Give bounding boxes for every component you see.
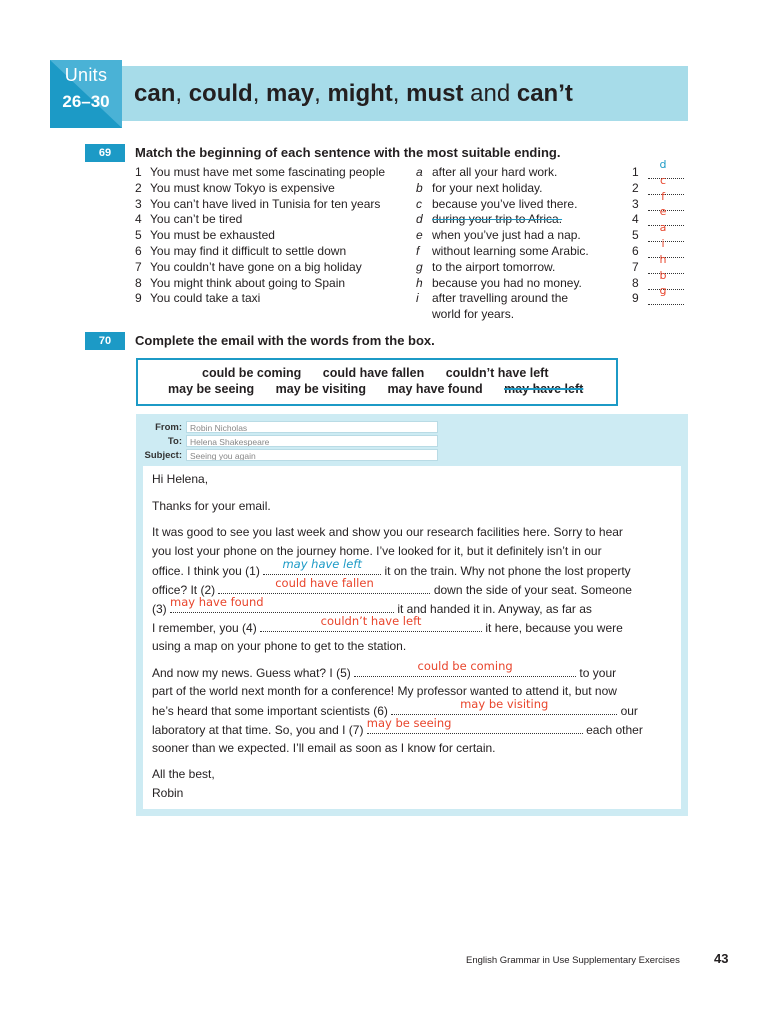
sentence-ending: without learning some Arabic. bbox=[432, 244, 589, 258]
sentence-number: 9 bbox=[135, 291, 142, 306]
blank-4[interactable] bbox=[260, 614, 482, 632]
exercise-69-instruction: Match the beginning of each sentence with the most suitable ending. bbox=[135, 145, 561, 160]
blank-2[interactable] bbox=[218, 576, 430, 594]
sentence-number: 5 bbox=[135, 228, 142, 243]
exercise-70-number: 70 bbox=[85, 332, 125, 350]
title-word: , bbox=[314, 80, 328, 107]
sentence-number: 3 bbox=[135, 196, 142, 211]
sentence-beginning: You might think about going to Spain bbox=[150, 275, 346, 290]
sentence-ending: for your next holiday. bbox=[432, 180, 543, 195]
ending-letter: b bbox=[416, 180, 423, 195]
units-range: 26–30 bbox=[62, 92, 110, 111]
email-line: sooner than we expected. I’ll email as soon as I know for certain. bbox=[152, 741, 496, 755]
answer-number: 9 bbox=[632, 291, 639, 306]
ending-letter: a bbox=[416, 165, 423, 179]
word-box-item: may be visiting bbox=[275, 382, 366, 396]
sentence-number: 4 bbox=[135, 212, 142, 227]
answer-letter: i bbox=[661, 237, 665, 250]
email-to-field[interactable]: Helena Shakespeare bbox=[186, 435, 438, 447]
answer-number: 8 bbox=[632, 275, 639, 290]
sentence-number: 1 bbox=[135, 165, 142, 179]
email-thanks: Thanks for your email. bbox=[152, 499, 271, 513]
email-signature: Robin bbox=[152, 786, 184, 800]
title-word: and bbox=[463, 80, 517, 107]
sentence-ending-struck: during your trip to Africa. bbox=[432, 212, 563, 227]
sentence-beginning: You must know Tokyo is expensive bbox=[150, 180, 335, 195]
word-box bbox=[136, 358, 618, 406]
answer-number: 5 bbox=[632, 228, 639, 243]
sentence-beginning: You must be exhausted bbox=[150, 228, 275, 243]
ending-letter: f bbox=[416, 244, 420, 258]
answer-6: may be visiting bbox=[460, 697, 549, 711]
answer-letter: h bbox=[659, 252, 667, 266]
ending-letter: g bbox=[416, 259, 423, 274]
exercise-69-number: 69 bbox=[85, 144, 125, 162]
answer-blank[interactable] bbox=[648, 284, 684, 305]
email-signoff: All the best, bbox=[152, 767, 215, 781]
answer-letter: g bbox=[659, 284, 667, 298]
title-word: , bbox=[175, 80, 189, 107]
ending-letter: c bbox=[416, 196, 422, 211]
answer-number: 1 bbox=[632, 165, 639, 179]
answer-number: 3 bbox=[632, 196, 639, 211]
word-box-item: may have found bbox=[387, 382, 483, 396]
answer-5: could be coming bbox=[417, 659, 513, 673]
email-subject-field[interactable]: Seeing you again bbox=[186, 449, 438, 461]
word-box-item-struck: may have left bbox=[504, 382, 584, 396]
email-line: he’s heard that some important scientists (6) may be visiting our bbox=[152, 697, 638, 718]
word-box-item: could have fallen bbox=[322, 366, 425, 380]
sentence-number: 8 bbox=[135, 275, 142, 290]
title-word: can bbox=[134, 80, 176, 107]
sentence-ending: after travelling around the bbox=[432, 291, 569, 306]
sentence-beginning: You must have met some fascinating people bbox=[150, 165, 386, 179]
answer-number: 4 bbox=[632, 212, 639, 227]
blank-1[interactable] bbox=[263, 557, 381, 575]
blank-6[interactable] bbox=[391, 697, 617, 715]
email-line: And now my news. Guess what? I (5) could be coming to your bbox=[152, 659, 617, 680]
answer-number: 2 bbox=[632, 180, 639, 195]
book-title: English Grammar in Use Supplementary Exercises bbox=[466, 955, 680, 966]
sentence-ending: after all your hard work. bbox=[432, 165, 558, 179]
answer-letter: c bbox=[659, 173, 667, 187]
units-badge bbox=[50, 60, 122, 128]
email-from-field[interactable]: Robin Nicholas bbox=[186, 421, 438, 433]
word-box-row-1 bbox=[202, 366, 549, 380]
units-label: Units bbox=[64, 65, 108, 85]
answer-number: 6 bbox=[632, 244, 639, 258]
title-word: must bbox=[406, 80, 464, 107]
sentence-number: 6 bbox=[135, 244, 142, 258]
title-word: , bbox=[392, 80, 407, 107]
match-row bbox=[0, 284, 768, 306]
title-word: might bbox=[327, 80, 393, 107]
title-word: could bbox=[188, 80, 253, 107]
ending-letter: d bbox=[416, 212, 423, 227]
answer-7: may be seeing bbox=[366, 716, 452, 730]
sentence-ending-continuation: world for years. bbox=[432, 307, 515, 322]
blank-3[interactable] bbox=[170, 595, 394, 613]
ending-letter: i bbox=[416, 291, 419, 306]
email-line: I remember, you (4) couldn’t have left it here, because you were bbox=[152, 614, 623, 635]
sentence-ending: because you’ve lived there. bbox=[432, 196, 578, 211]
word-box-item: may be seeing bbox=[168, 382, 255, 396]
email-subject-label: Subject: bbox=[144, 450, 182, 461]
email-line: office. I think you (1) may have left it on the train. Why not phone the lost property bbox=[152, 557, 631, 578]
title-word: , bbox=[252, 80, 267, 107]
sentence-beginning: You can’t have lived in Tunisia for ten years bbox=[150, 196, 381, 211]
title-word: can’t bbox=[516, 80, 573, 107]
sentence-beginning: You may find it difficult to settle down bbox=[150, 244, 347, 258]
word-box-item: couldn’t have left bbox=[445, 366, 549, 380]
page-number: 43 bbox=[714, 951, 729, 966]
ending-letter: h bbox=[416, 275, 423, 290]
answer-letter: e bbox=[659, 205, 667, 219]
word-box-item: could be coming bbox=[202, 366, 302, 380]
answer-2: could have fallen bbox=[275, 576, 374, 590]
email-line: laboratory at that time. So, you and I (7) may be seeing each other bbox=[152, 716, 643, 737]
exercise-70-instruction: Complete the email with the words from the box. bbox=[135, 333, 435, 348]
answer-1: may have left bbox=[282, 557, 362, 571]
email-line: you lost your phone on the journey home. I’ve looked for it, but it definitely isn’t in our bbox=[152, 544, 602, 558]
sentence-beginning: You can’t be tired bbox=[150, 212, 243, 227]
blank-7[interactable] bbox=[366, 716, 583, 734]
sentence-ending: to the airport tomorrow. bbox=[432, 259, 556, 274]
title-word: may bbox=[266, 80, 315, 107]
email-from-label: From: bbox=[155, 422, 182, 433]
answer-number: 7 bbox=[632, 259, 639, 274]
email-to-label: To: bbox=[167, 436, 182, 447]
answer-letter: f bbox=[661, 189, 665, 203]
answer-3: may have found bbox=[170, 595, 264, 609]
sentence-number: 2 bbox=[135, 180, 142, 195]
blank-5[interactable] bbox=[354, 659, 576, 677]
answer-letter: a bbox=[659, 221, 667, 235]
sentence-beginning: You couldn’t have gone on a big holiday bbox=[150, 259, 362, 274]
sentence-ending: because you had no money. bbox=[432, 275, 582, 290]
email-line: (3) may have found it and handed it in. Anyway, as far as bbox=[152, 595, 592, 616]
ending-letter: e bbox=[416, 228, 423, 243]
word-box-row-2 bbox=[168, 382, 583, 396]
sentence-ending: when you’ve just had a nap. bbox=[432, 228, 581, 243]
email-greeting: Hi Helena, bbox=[152, 472, 209, 486]
email-line: It was good to see you last week and show you our research facilities here. Sorry to hear bbox=[152, 525, 623, 539]
answer-4: couldn’t have left bbox=[320, 614, 422, 628]
email-line: part of the world next month for a conference! My professor wanted to attend it, but now bbox=[152, 684, 617, 698]
answer-letter: b bbox=[659, 268, 667, 282]
email-line: using a map on your phone to get to the station. bbox=[152, 639, 407, 653]
email-line: office? It (2) could have fallen down the side of your seat. Someone bbox=[152, 576, 632, 597]
sentence-beginning: You could take a taxi bbox=[150, 291, 261, 306]
answer-letter: d bbox=[659, 158, 667, 171]
page-title bbox=[134, 80, 573, 108]
sentence-number: 7 bbox=[135, 259, 142, 274]
